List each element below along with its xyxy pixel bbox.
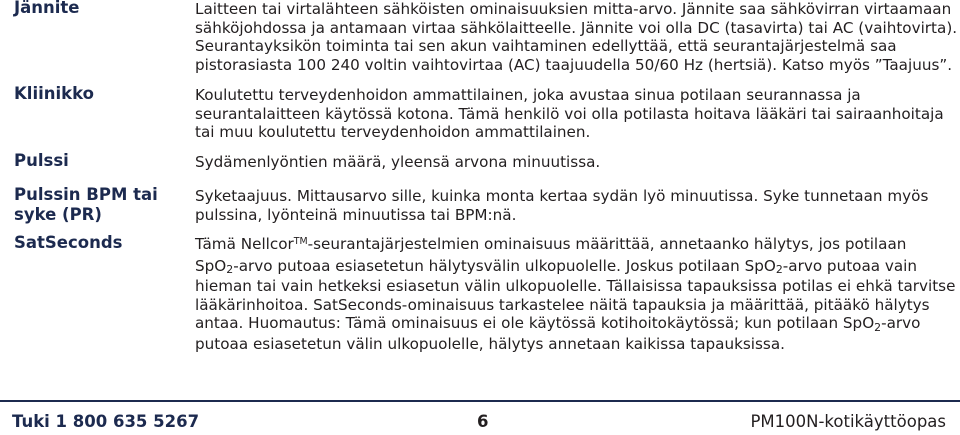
- definition-pulssi: [195, 153, 960, 172]
- definition-pulssin-bpm: [195, 187, 960, 224]
- definition-line: Syketaajuus. Mittausarvo sille, kuinka monta kertaa sydän lyö minuutissa. Syke tunnetaan myös: [195, 187, 929, 205]
- definition-kliinikko: [195, 86, 960, 142]
- definition-line: putoaa esiasetetun välin ulkopuolelle, hälytys annetaan kaikissa tapauksissa.: [195, 334, 785, 353]
- definition-satseconds: [195, 235, 960, 354]
- term-pulssin-bpm: [14, 185, 179, 225]
- term-line: Pulssin BPM tai: [14, 185, 158, 204]
- definition-line: [195, 257, 960, 278]
- definition-line: [195, 314, 960, 335]
- text-segment: -arvo putoaa vain: [782, 256, 918, 275]
- definition-line: tai muu koulutettu terveydenhoidon ammattilainen.: [195, 123, 591, 142]
- subscript: 2: [874, 320, 882, 334]
- definition-line: Seurantayksikön toiminta tai sen akun vaihtaminen edellyttää, että seurantajärjestelmä saa: [195, 37, 897, 56]
- manual-title: PM100N-kotikäyttöopas: [750, 412, 946, 431]
- definition-line: pistorasiasta 100 240 voltin vaihtovirtaa (AC) taajuudella 50/60 Hz (hertsiä). Katso myös ”Taajuus”.: [195, 55, 953, 74]
- text-segment: Tämä Nellcor: [195, 235, 294, 253]
- definition-jannite: [195, 0, 960, 74]
- definition-line: pulssina, lyönteinä minuutissa tai BPM:nä.: [195, 205, 517, 224]
- term-jannite: Jännite: [14, 0, 80, 17]
- subscript: 2: [226, 263, 234, 276]
- definition-line: sähköjohdossa ja antamaan virtaa sähkölaitteelle. Jännite voi olla DC (tasavirta) tai AC (vaihtovirta).: [195, 18, 958, 37]
- term-pulssi: Pulssi: [14, 151, 69, 170]
- text-segment: -arvo putoaa esiasetetun hälytysvälin ulkopuolelle. Joskus potilaan SpO: [233, 256, 776, 275]
- definition-line: [195, 235, 960, 257]
- footer-divider: [0, 400, 960, 402]
- definition-line: lääkärinhoitoa. SatSeconds-ominaisuus tarkastelee näitä tapauksia ja määrittää, pitääkö hälytys: [195, 295, 930, 314]
- text-segment: SpO: [195, 256, 227, 275]
- subscript: 2: [775, 263, 783, 276]
- page-footer: [0, 411, 960, 435]
- term-kliinikko: Kliinikko: [14, 84, 94, 103]
- definition-line: Koulutettu terveydenhoidon ammattilainen, joka avustaa sinua potilaan seurannassa ja: [195, 86, 861, 104]
- page-number: 6: [477, 412, 489, 431]
- definition-line: seurantalaitteen käytössä kotona. Tämä henkilö voi olla potilasta hoitava lääkäri tai sairaanhoitaja: [195, 104, 944, 123]
- definition-line: Sydämenlyöntien määrä, yleensä arvona minuutissa.: [195, 153, 601, 171]
- trademark-mark: TM: [293, 235, 308, 247]
- text-segment: -seurantajärjestelmien ominaisuus määrittää, annetaanko hälytys, jos potilaan: [307, 235, 907, 253]
- term-satseconds: SatSeconds: [14, 233, 123, 252]
- support-phone: Tuki 1 800 635 5267: [12, 412, 200, 431]
- term-line: syke (PR): [14, 205, 102, 224]
- definition-line: hieman tai vain hetkeksi esiasetun välin ulkopuolelle. Tällaisissa tapauksissa potilas ei ehkä tarvitse: [195, 277, 956, 296]
- text-segment: antaa. Huomautus: Tämä ominaisuus ei ole käytössä kotihoitokäytössä; kun potilaan SpO: [195, 314, 875, 333]
- definition-line: Laitteen tai virtalähteen sähköisten ominaisuuksien mitta-arvo. Jännite saa sähkövirran virtaamaan: [195, 0, 952, 18]
- text-segment: -arvo: [881, 314, 921, 333]
